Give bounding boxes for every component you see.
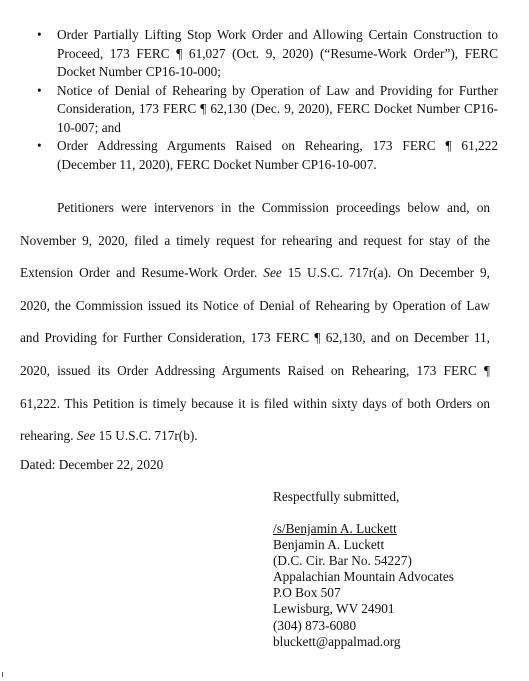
po-box: P.O Box 507 xyxy=(273,585,341,601)
closing-line: Respectfully submitted, xyxy=(273,489,400,504)
list-item-notice-of-denial xyxy=(20,82,498,138)
see-signal: See xyxy=(263,265,282,281)
date-line: Dated: December 22, 2020 xyxy=(20,457,164,472)
paragraph-text: Petitioners were intervenors in the Commission proceedings below and, on November 9, 2020, filed a timely request for rehearing and request for stay of the Extension Order and Resume-Work Order. xyxy=(20,200,490,281)
list-item-resume-work-order xyxy=(20,26,498,82)
list-item-text: Notice of Denial of Rehearing by Operation of Law and Providing for Further Consideration, 173 FERC ¶ 62,130 (Dec. 9, 2020), FERC Docket Number CP16-10-007; and xyxy=(57,82,498,135)
see-signal: See xyxy=(76,428,96,444)
email-address: bluckett@appalmad.org xyxy=(273,633,401,649)
list-item-order-addressing-arguments xyxy=(20,137,498,174)
signer-name: Benjamin A. Luckett xyxy=(273,537,385,553)
order-list xyxy=(20,26,498,174)
phone-number: (304) 873-6080 xyxy=(273,617,357,633)
list-item-text: Order Addressing Arguments Raised on Rehearing, 173 FERC ¶ 61,222 (December 11, 2020), FERC Docket Number CP16-10-007. xyxy=(57,138,498,172)
electronic-signature: /s/Benjamin A. Luckett xyxy=(273,521,397,536)
bullet-icon: • xyxy=(37,138,42,153)
city-state-zip: Lewisburg, WV 24901 xyxy=(273,601,395,617)
bar-number: (D.C. Cir. Bar No. 54227) xyxy=(273,553,412,569)
bullet-icon: • xyxy=(37,82,42,98)
margin-mark xyxy=(2,672,3,677)
signature-block xyxy=(273,488,454,650)
bullet-icon: • xyxy=(37,27,42,42)
paragraph-text: 15 U.S.C. 717r(a). On December 9, 2020, the Commission issued its Notice of Denial of Rehearing by Operation of Law and Providing for Further Consideration, 173 FERC ¶ 62,130, and on December 11, 2020, issued its Order Addressing Arguments Raised on Rehearing, 173 FERC ¶ 61,222. This Petition is timely because it is filed within sixty days of both Orders on rehearing. xyxy=(20,265,490,444)
organization: Appalachian Mountain Advocates xyxy=(273,569,454,585)
timeliness-paragraph xyxy=(20,192,490,453)
paragraph-text: 15 U.S.C. 717r(b). xyxy=(95,428,198,444)
list-item-text: Order Partially Lifting Stop Work Order and Allowing Certain Construction to Proceed, 173 FERC ¶ 61,027 (Oct. 9, 2020) (“Resume-Work Order”), FERC Docket Number CP16-10-000; xyxy=(57,27,498,79)
